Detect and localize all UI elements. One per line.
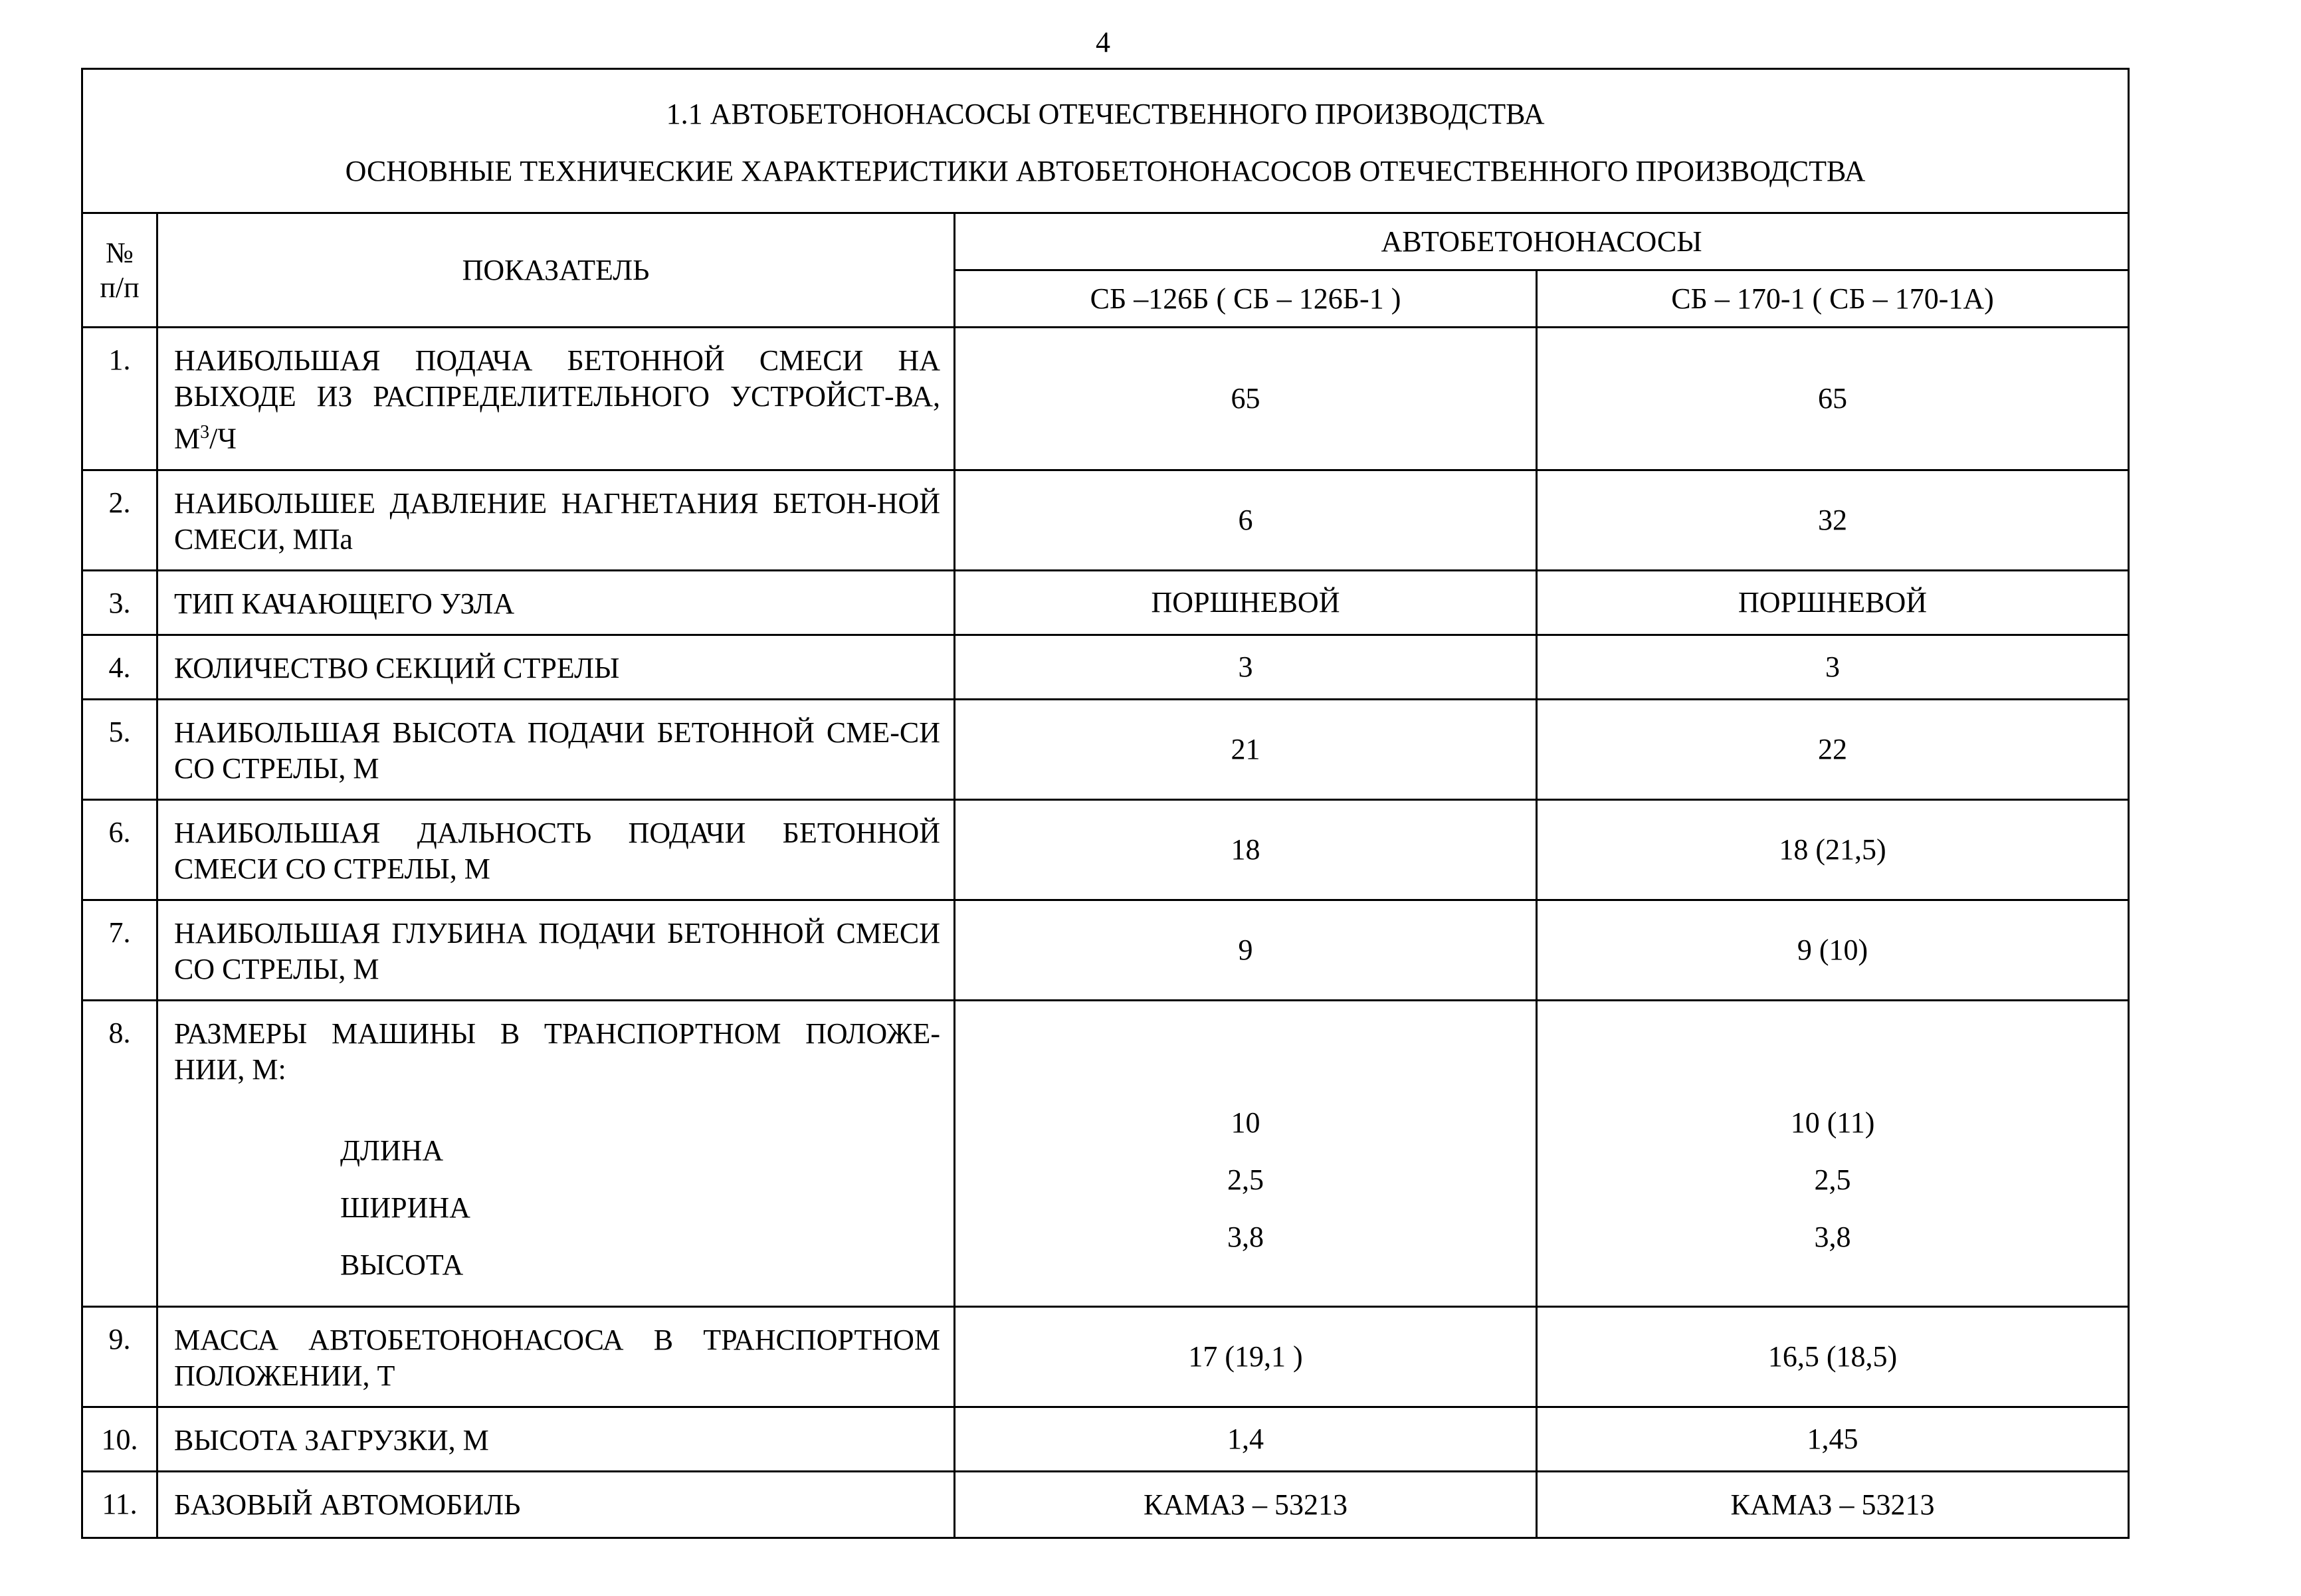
header-group: АВТОБЕТОНОНАСОСЫ (955, 213, 2129, 270)
header-model-b: СБ – 170-1 ( СБ – 170-1А) (1537, 270, 2129, 328)
table-row: 10. ВЫСОТА ЗАГРУЗКИ, М 1,4 1,45 (82, 1407, 2129, 1471)
dimensions-list (174, 1122, 940, 1294)
dimension-width-label: ШИРИНА (340, 1191, 470, 1224)
dimension-height-label: ВЫСОТА (340, 1248, 464, 1281)
table-row: 9. МАССА АВТОБЕТОНОНАСОСА В ТРАНСПОРТНОМ ПОЛОЖЕНИИ, Т 17 (19,1 ) 16,5 (18,5) (82, 1306, 2129, 1407)
table-row: 11. БАЗОВЫЙ АВТОМОБИЛЬ КАМАЗ – 53213 КАМАЗ – 53213 (82, 1471, 2129, 1538)
table-row: 8. РАЗМЕРЫ МАШИНЫ В ТРАНСПОРТНОМ ПОЛОЖЕ-НИИ, М: ДЛИНА ШИРИНА ВЫСОТА 10 2,5 3,8 10 (11) 2,5 3,8 (82, 1000, 2129, 1306)
table-row: 4. КОЛИЧЕСТВО СЕКЦИЙ СТРЕЛЫ 3 3 (82, 635, 2129, 699)
specifications-table (81, 68, 2130, 1539)
table-title: ОСНОВНЫЕ ТЕХНИЧЕСКИЕ ХАРАКТЕРИСТИКИ АВТОБЕТОНОНАСОСОВ ОТЕЧЕСТВЕННОГО ПРОИЗВОДСТВА (345, 155, 1866, 187)
table-row: 7. НАИБОЛЬШАЯ ГЛУБИНА ПОДАЧИ БЕТОННОЙ СМЕСИ СО СТРЕЛЫ, М 9 9 (10) (82, 900, 2129, 1000)
header-row (82, 213, 2129, 270)
table-row: 2. НАИБОЛЬШЕЕ ДАВЛЕНИЕ НАГНЕТАНИЯ БЕТОН-НОЙ СМЕСИ, МПа 6 32 (82, 470, 2129, 570)
page-number: 4 (1096, 26, 1110, 58)
table-row: 3. ТИП КАЧАЮЩЕГО УЗЛА ПОРШНЕВОЙ ПОРШНЕВОЙ (82, 570, 2129, 635)
header-indicator: ПОКАЗАТЕЛЬ (157, 213, 955, 328)
header-model-a: СБ –126Б ( СБ – 126Б-1 ) (955, 270, 1537, 328)
header-num: № п/п (82, 213, 157, 328)
dimension-length-label: ДЛИНА (340, 1134, 444, 1167)
table-title-row (82, 69, 2129, 213)
table-row: 6. НАИБОЛЬШАЯ ДАЛЬНОСТЬ ПОДАЧИ БЕТОННОЙ СМЕСИ СО СТРЕЛЫ, М 18 18 (21,5) (82, 799, 2129, 900)
section-title: 1.1 АВТОБЕТОНОНАСОСЫ ОТЕЧЕСТВЕННОГО ПРОИЗВОДСТВА (666, 98, 1545, 130)
table-row: 5. НАИБОЛЬШАЯ ВЫСОТА ПОДАЧИ БЕТОННОЙ СМЕ-СИ СО СТРЕЛЫ, М 21 22 (82, 699, 2129, 799)
table-row: 1. НАИБОЛЬШАЯ ПОДАЧА БЕТОННОЙ СМЕСИ НА ВЫХОДЕ ИЗ РАСПРЕДЕЛИТЕЛЬНОГО УСТРОЙСТ-ВА, $М^3/Ч$ 65 65 (82, 328, 2129, 470)
